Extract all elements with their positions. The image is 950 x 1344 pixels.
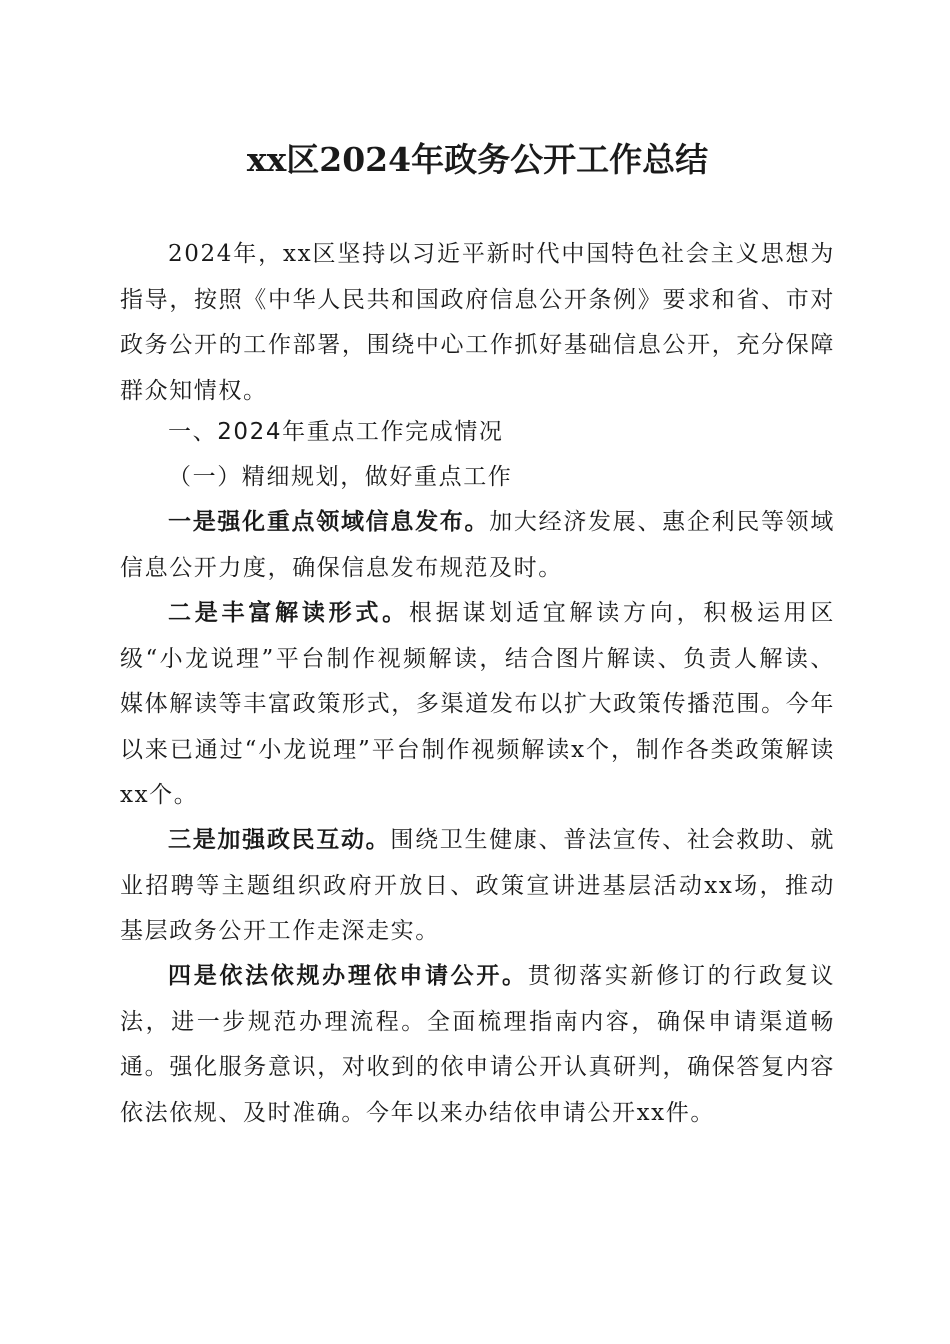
item-lead: 二是丰富解读形式。 xyxy=(168,599,409,626)
document-title: xx区2024年政务公开工作总结 xyxy=(246,140,709,179)
item-text: 贯彻落实新修订的行政复议法，进一步规范办理流程。全面梳理指南内容，确保申请渠道畅通。强化服务意识，对收到的依申请公开认真研判，确保答复内容依法依规、及时准确。今年以来办结依申请公开xx件。 xyxy=(120,963,836,1126)
item-lead: 一是强化重点领域信息发布。 xyxy=(168,508,490,535)
item-paragraph-3 xyxy=(120,817,835,955)
item-text: 加大经济发展、惠企利民等领域信息公开力度，确保信息发布规范及时。 xyxy=(120,509,835,581)
item-text: 围绕卫生健康、普法宣传、社会救助、就业招聘等主题组织政府开放日、政策宣讲进基层活动xx场，推动基层政务公开工作走深走实。 xyxy=(120,827,835,944)
subsection-heading: （一）精细规划，做好重点工作 xyxy=(168,464,513,490)
section-heading: 一、2024年重点工作完成情况 xyxy=(168,419,504,445)
item-paragraph-1 xyxy=(120,499,835,591)
intro-paragraph: 2024年，xx区坚持以习近平新时代中国特色社会主义思想为指导，按照《中华人民共和国政府信息公开条例》要求和省、市对政务公开的工作部署，围绕中心工作抓好基础信息公开，充分保障群众知情权。 xyxy=(120,241,835,404)
item-lead: 三是加强政民互动。 xyxy=(168,826,391,853)
item-paragraph-2 xyxy=(120,590,835,819)
item-paragraph-4 xyxy=(120,953,835,1136)
item-text: 根据谋划适宜解读方向，积极运用区级“小龙说理”平台制作视频解读，结合图片解读、负责人解读、媒体解读等丰富政策形式，多渠道发布以扩大政策传播范围。今年以来已通过“小龙说理”平台制作视频解读x个，制作各类政策解读xx个。 xyxy=(120,600,835,808)
item-lead: 四是依法依规办理依申请公开。 xyxy=(168,962,528,989)
